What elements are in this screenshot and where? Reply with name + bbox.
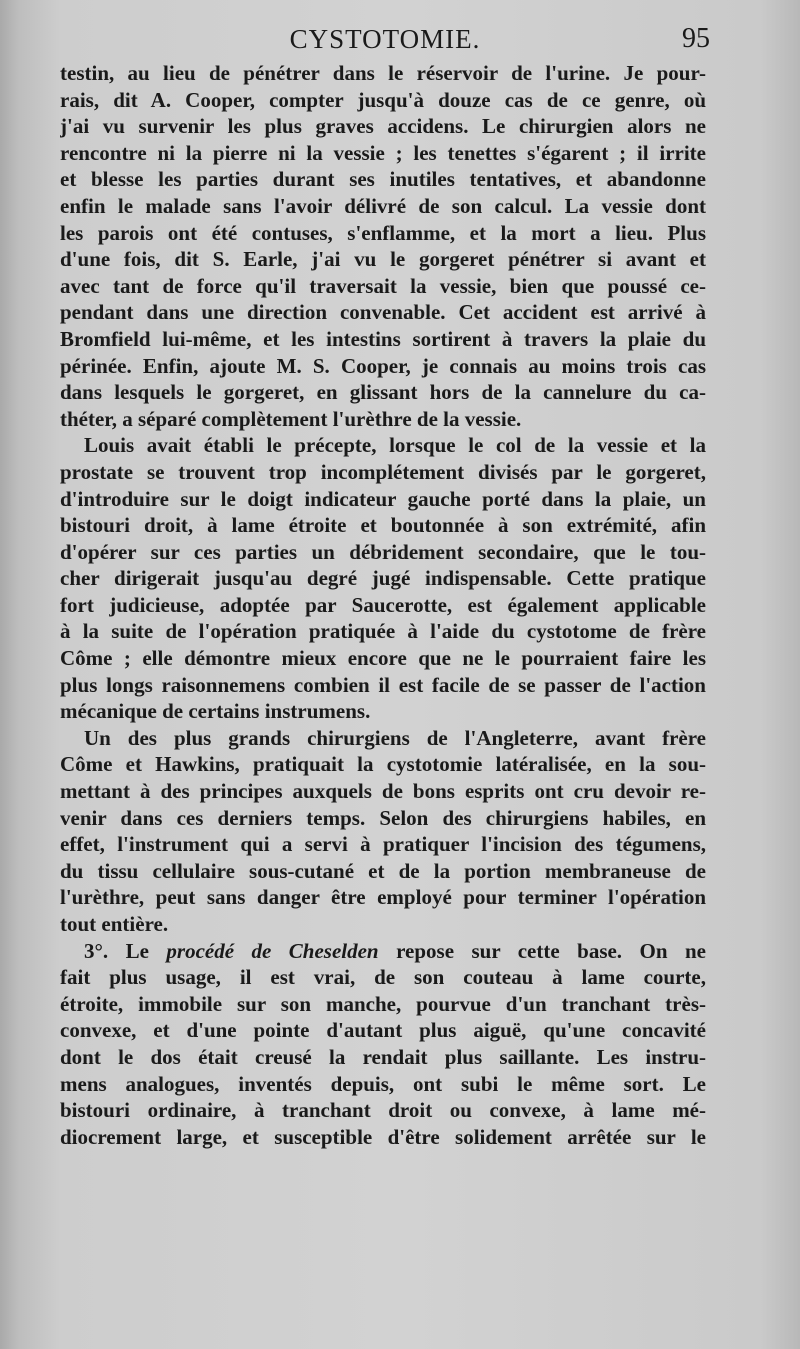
text-line: cher dirigerait jusqu'au degré jugé indispensable. Cette pratique: [60, 566, 706, 591]
page-number: 95: [682, 23, 710, 54]
paragraph-4: [60, 938, 706, 1151]
text-line: les parois ont été contuses, s'enflamme, et la mort a lieu. Plus: [60, 220, 706, 245]
text-line: Louis avait établi le précepte, lorsque le col de la vessie et la: [84, 433, 706, 458]
text-line: théter, a séparé complètement l'urèthre de la vessie.: [60, 406, 522, 431]
text-line: rencontre ni la pierre ni la vessie ; les tenettes s'égarent ; il irrite: [60, 140, 706, 165]
text-line: fait plus usage, il est vrai, de son couteau à lame courte,: [60, 965, 706, 990]
running-title: CYSTOTOMIE.: [289, 24, 481, 54]
text-line: bistouri droit, à lame étroite et boutonnée à son extrémité, afin: [60, 513, 706, 538]
paragraph-2: [60, 432, 706, 725]
text-line: d'introduire sur le doigt indicateur gauche porté dans la plaie, un: [60, 486, 706, 511]
text-line: mens analogues, inventés depuis, ont subi le même sort. Le: [60, 1071, 706, 1096]
text-line: effet, l'instrument qui a servi à pratiquer l'incision des tégumens,: [60, 832, 706, 857]
text-line: pendant dans une direction convenable. Cet accident est arrivé à: [60, 300, 706, 325]
text-line: étroite, immobile sur son manche, pourvue d'un tranchant très-: [60, 991, 706, 1016]
text-line: [60, 938, 706, 965]
text-line: Côme ; elle démontre mieux encore que ne le pourraient faire les: [60, 646, 706, 671]
text-line: d'une fois, dit S. Earle, j'ai vu le gorgeret pénétrer si avant et: [60, 247, 706, 272]
text-line: et blesse les parties durant ses inutiles tentatives, et abandonne: [60, 167, 706, 192]
text-line: Côme et Hawkins, pratiquait la cystotomie latéralisée, en la sou-: [60, 752, 706, 777]
body-text: [60, 60, 706, 1150]
running-head: [60, 22, 710, 56]
text-line: du tissu cellulaire sous-cutané et de la portion membraneuse de: [60, 858, 706, 883]
text-line: Bromfield lui-même, et les intestins sortirent à travers la plaie du: [60, 326, 706, 351]
text-line: d'opérer sur ces parties un débridement secondaire, que le tou-: [60, 539, 706, 564]
text-line: bistouri ordinaire, à tranchant droit ou convexe, à lame mé-: [60, 1098, 706, 1123]
text-line: plus longs raisonnemens combien il est facile de se passer de l'action: [60, 672, 706, 697]
text-line: prostate se trouvent trop incomplétement divisés par le gorgeret,: [60, 459, 706, 484]
text-run: repose sur cette base. On ne: [378, 938, 706, 963]
text-line: avec tant de force qu'il traversait la vessie, bien que poussé ce-: [60, 273, 706, 298]
text-line: dans lesquels le gorgeret, en glissant hors de la cannelure du ca-: [60, 380, 706, 405]
italic-heading: procédé de Cheselden: [166, 938, 379, 963]
text-line: périnée. Enfin, ajoute M. S. Cooper, je connais au moins trois cas: [60, 353, 706, 378]
text-line: j'ai vu survenir les plus graves accidens. Le chirurgien alors ne: [60, 114, 706, 139]
text-line: l'urèthre, peut sans danger être employé pour terminer l'opération: [60, 885, 706, 910]
text-line: fort judicieuse, adoptée par Saucerotte, est également applicable: [60, 592, 706, 617]
text-line: venir dans ces derniers temps. Selon des chirurgiens habiles, en: [60, 805, 706, 830]
text-line: dont le dos était creusé la rendait plus saillante. Les instru-: [60, 1044, 706, 1069]
text-line: testin, au lieu de pénétrer dans le réservoir de l'urine. Je pour-: [60, 61, 706, 85]
text-line: rais, dit A. Cooper, compter jusqu'à douze cas de ce genre, où: [60, 87, 706, 112]
paragraph-3: [60, 725, 706, 938]
text-line: enfin le malade sans l'avoir délivré de son calcul. La vessie dont: [60, 193, 706, 218]
text-line: convexe, et d'une pointe d'autant plus aiguë, qu'une concavité: [60, 1018, 706, 1043]
paragraph-1: [60, 60, 706, 432]
text-line: mettant à des principes auxquels de bons esprits ont cru devoir re-: [60, 779, 706, 804]
text-line: diocrement large, et susceptible d'être solidement arrêtée sur le: [60, 1124, 706, 1149]
text-line: tout entière.: [60, 912, 169, 936]
text-line: Un des plus grands chirurgiens de l'Angleterre, avant frère: [84, 725, 706, 750]
text-run: 3°. Le: [84, 938, 167, 963]
text-line: mécanique de certains instrumens.: [60, 699, 371, 724]
text-line: à la suite de l'opération pratiquée à l'aide du cystotome de frère: [60, 619, 706, 644]
